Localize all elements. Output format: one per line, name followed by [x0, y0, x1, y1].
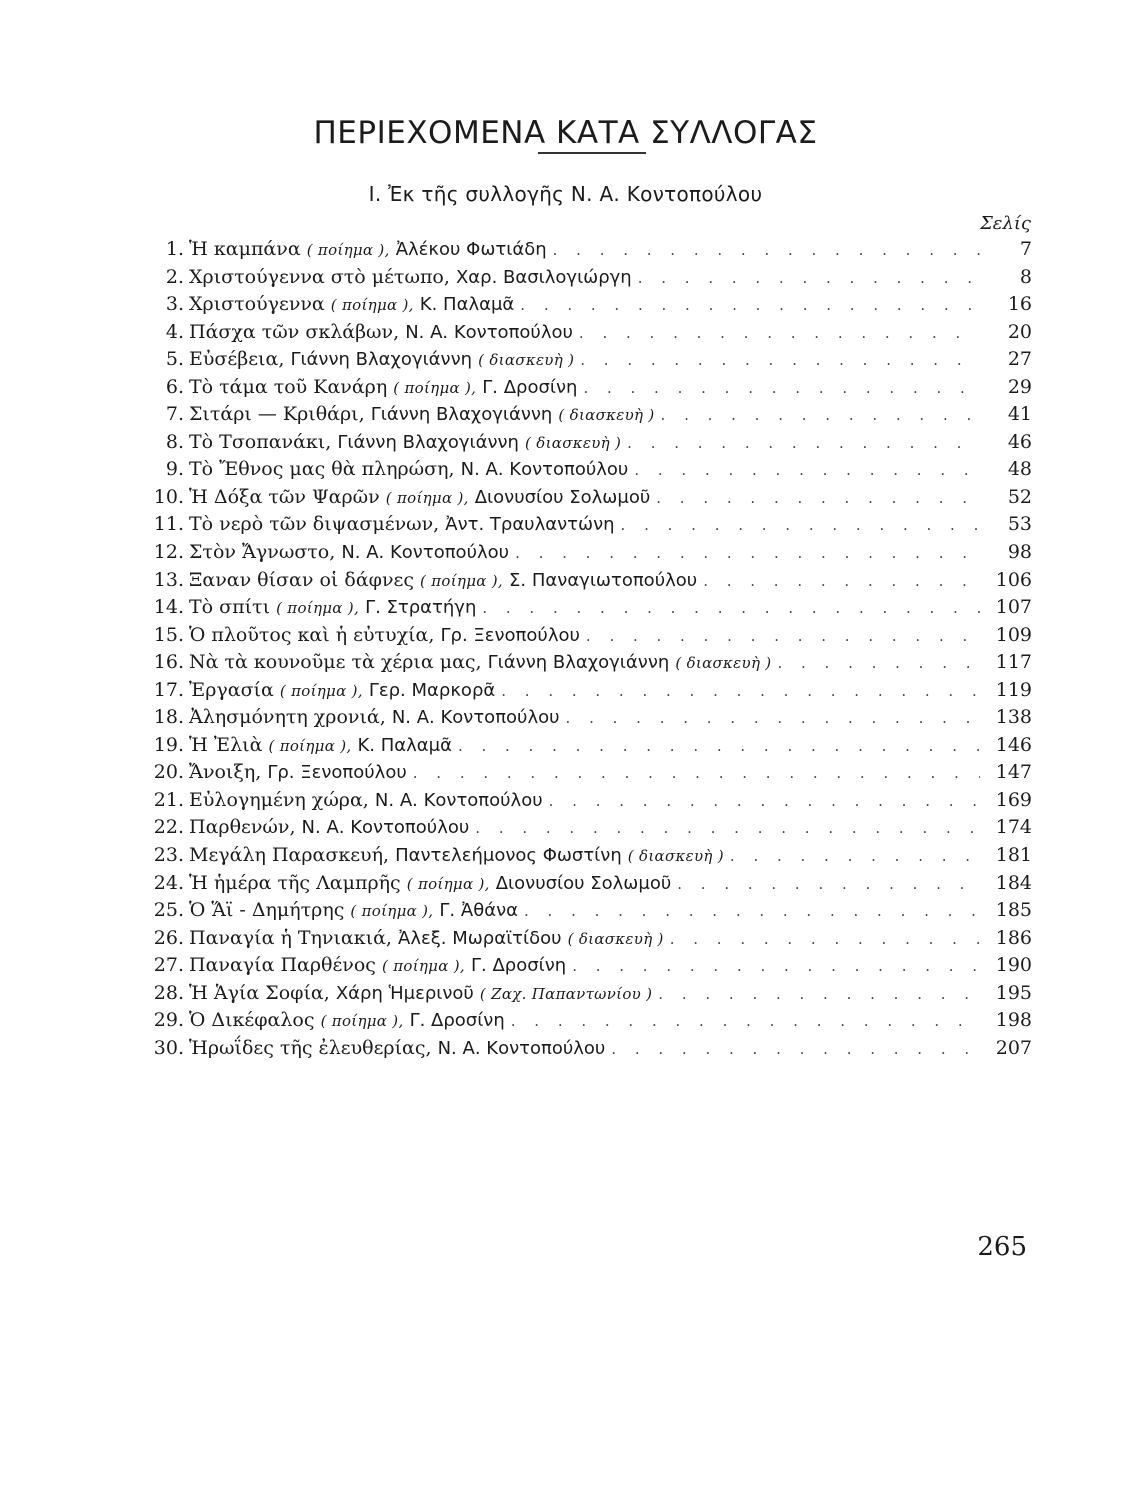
- entry-text: [189, 236, 547, 265]
- toc-entry: [140, 346, 1032, 374]
- entry-page: 207: [995, 1036, 1032, 1059]
- entry-page: 48: [1007, 458, 1032, 481]
- entry-number: 21.: [153, 788, 184, 811]
- leader-dots: [413, 760, 980, 788]
- entry-author: Γερ. Μαρκορᾶ: [368, 679, 496, 701]
- entry-number: 18.: [153, 706, 184, 729]
- entry-page: 147: [995, 761, 1032, 784]
- entry-kind: ( ποίημα ),: [268, 736, 352, 755]
- entry-text: [189, 1007, 505, 1036]
- entry-number: 4.: [165, 320, 184, 343]
- entry-note: ( Ζαχ. Παπαντωνίου ): [479, 984, 653, 1003]
- entry-title: Τὸ Ἔθνος μας θὰ πληρώση,: [189, 458, 455, 481]
- toc-entry: [140, 1007, 1032, 1035]
- leader-dots: [553, 237, 980, 265]
- toc-entry: [140, 787, 1032, 815]
- leader-dots: [572, 953, 980, 981]
- entry-title: Τὸ τάμα τοῦ Κανάρη: [189, 375, 388, 398]
- entry-number: 19.: [153, 733, 184, 756]
- entry-title: Τὸ Τσοπανάκι,: [189, 430, 332, 453]
- entry-author: Γιάννη Βλαχογιάννη: [370, 404, 553, 426]
- entry-page: 181: [995, 844, 1032, 867]
- entry-number: 5.: [165, 348, 184, 371]
- entry-title: Ὁ πλοῦτος καὶ ἡ εὐτυχία,: [189, 623, 435, 646]
- entry-kind: ( ποίημα ),: [279, 681, 363, 700]
- leader-dots: [777, 650, 980, 678]
- page-column-label: Σελίς: [980, 213, 1031, 234]
- entry-author: Ν. Α. Κοντοπούλου: [405, 321, 573, 343]
- toc-entry: [140, 401, 1032, 429]
- entry-page: 27: [1007, 348, 1032, 371]
- leader-dots: [566, 705, 980, 733]
- entry-page: 20: [1007, 320, 1032, 343]
- entry-text: [189, 952, 566, 981]
- entry-kind: ( ποίημα ),: [306, 241, 390, 259]
- entry-page: 174: [995, 816, 1032, 839]
- entry-number: 17.: [153, 678, 184, 701]
- page-number: 265: [977, 1232, 1027, 1262]
- toc-entry: [140, 897, 1032, 925]
- toc-entry: [140, 980, 1032, 1008]
- entry-text: [189, 925, 664, 954]
- entry-page: 195: [995, 981, 1032, 1004]
- entry-note: ( διασκευὴ ): [478, 351, 575, 370]
- entry-page: 107: [995, 596, 1032, 619]
- table-of-contents: [140, 236, 1032, 1062]
- entry-author: Κ. Παλαμᾶ: [357, 734, 452, 756]
- entry-title: Παρθενών,: [189, 816, 296, 839]
- entry-text: [189, 319, 573, 348]
- entry-title: Ἀλησμόνητη χρονιά,: [189, 706, 386, 729]
- toc-entry: [140, 1035, 1032, 1063]
- entry-text: [189, 1035, 605, 1064]
- entry-page: 186: [995, 926, 1032, 949]
- toc-entry: [140, 649, 1032, 677]
- entry-text: [189, 704, 560, 733]
- entry-text: [189, 567, 697, 596]
- entry-number: 13.: [153, 568, 184, 591]
- entry-number: 24.: [153, 871, 184, 894]
- entry-number: 11.: [153, 513, 184, 536]
- entry-title: Ἐργασία: [189, 678, 274, 701]
- leader-dots: [656, 485, 980, 513]
- entry-number: 28.: [153, 981, 184, 1004]
- entry-number: 16.: [153, 651, 184, 674]
- entry-number: 29.: [153, 1009, 184, 1032]
- entry-text: [189, 539, 509, 568]
- entry-text: [189, 842, 724, 871]
- entry-number: 23.: [153, 844, 184, 867]
- entry-author: Διονυσίου Σολωμοῦ: [474, 486, 651, 508]
- entry-title: Ἄνοιξη,: [189, 761, 262, 784]
- entry-text: [189, 291, 514, 320]
- entry-page: 138: [995, 706, 1032, 729]
- entry-text: [189, 677, 495, 706]
- entry-title: Ἡ Ἁγία Σοφία,: [189, 981, 330, 1004]
- section-subtitle: Ι. Ἐκ τῆς συλλογῆς Ν. Α. Κοντοπούλου: [368, 182, 763, 206]
- leader-dots: [482, 595, 980, 623]
- entry-text: [189, 649, 771, 678]
- entry-kind: ( ποίημα ),: [382, 957, 465, 976]
- entry-note: ( διασκευὴ ): [525, 433, 622, 452]
- entry-page: 117: [995, 651, 1032, 674]
- leader-dots: [658, 981, 980, 1009]
- entry-author: Ἀλέκου Φωτιάδη: [395, 239, 547, 260]
- entry-title: Χριστούγεννα: [189, 293, 325, 316]
- entry-author: Ν. Α. Κοντοπούλου: [460, 459, 629, 481]
- entry-author: Παντελεήμονος Φωστίνη: [395, 845, 622, 867]
- entry-author: Ἀλεξ. Μωραϊτίδου: [398, 927, 562, 949]
- entry-text: [189, 264, 632, 293]
- leader-dots: [511, 1008, 980, 1036]
- entry-number: 12.: [153, 541, 184, 564]
- toc-entry: [140, 952, 1032, 980]
- entry-note: ( διασκευὴ ): [567, 929, 664, 948]
- entry-page: 169: [995, 788, 1032, 811]
- entry-author: Διονυσίου Σολωμοῦ: [495, 872, 672, 894]
- leader-dots: [520, 292, 980, 320]
- entry-title: Ἡ ἡμέρα τῆς Λαμπρῆς: [189, 871, 401, 894]
- entry-author: Ν. Α. Κοντοπούλου: [374, 789, 543, 811]
- toc-entry: [140, 374, 1032, 402]
- leader-dots: [583, 375, 980, 403]
- entry-text: [189, 759, 407, 788]
- entry-author: Χαρ. Βασιλογιώργη: [455, 266, 632, 288]
- toc-entry: [140, 236, 1032, 264]
- toc-entry: [140, 677, 1032, 705]
- toc-entry: [140, 870, 1032, 898]
- toc-entry: [140, 704, 1032, 732]
- entry-number: 15.: [153, 623, 184, 646]
- leader-dots: [638, 265, 980, 293]
- entry-author: Χάρη Ἡμερινοῦ: [335, 982, 474, 1004]
- entry-author: Κ. Παλαμᾶ: [419, 294, 515, 316]
- entry-text: [189, 870, 671, 899]
- entry-number: 9.: [165, 458, 184, 481]
- entry-title: Εὐσέβεια,: [189, 348, 285, 371]
- leader-dots: [580, 347, 980, 375]
- leader-dots: [524, 898, 980, 926]
- entry-page: 190: [995, 954, 1032, 977]
- leader-dots: [634, 457, 980, 485]
- toc-entry: [140, 456, 1032, 484]
- toc-entry: [140, 567, 1032, 595]
- leader-dots: [677, 871, 980, 899]
- entry-text: [189, 622, 580, 651]
- entry-text: [189, 814, 469, 843]
- leader-dots: [579, 320, 980, 348]
- entry-number: 26.: [153, 926, 184, 949]
- entry-page: 119: [995, 678, 1032, 701]
- entry-number: 20.: [153, 761, 184, 784]
- entry-author: Ν. Α. Κοντοπούλου: [391, 707, 560, 729]
- entry-title: Τὸ νερὸ τῶν διψασμένων,: [189, 513, 440, 536]
- leader-dots: [611, 1036, 980, 1064]
- entry-kind: ( ποίημα ),: [350, 902, 434, 921]
- entry-title: Ξαναν θίσαν οἱ δάφνες: [189, 568, 414, 591]
- entry-kind: ( ποίημα ),: [406, 874, 490, 893]
- entry-author: Ἀντ. Τραυλαντώνη: [445, 514, 615, 536]
- toc-entry: [140, 759, 1032, 787]
- entry-number: 30.: [153, 1036, 184, 1059]
- entry-page: 7: [1019, 238, 1032, 260]
- entry-title: Παναγία Παρθένος: [189, 954, 376, 977]
- entry-author: Γιάννη Βλαχογιάννη: [337, 431, 519, 453]
- entry-number: 27.: [153, 954, 184, 977]
- entry-note: ( διασκευὴ ): [558, 406, 655, 425]
- leader-dots: [661, 402, 980, 430]
- entry-page: 98: [1007, 541, 1032, 564]
- entry-kind: ( ποίημα ),: [330, 296, 414, 315]
- entry-page: 146: [995, 733, 1032, 756]
- leader-dots: [501, 678, 980, 706]
- entry-title: Ὁ Δικέφαλος: [189, 1009, 315, 1032]
- leader-dots: [458, 733, 980, 761]
- entry-page: 185: [995, 899, 1032, 922]
- leader-dots: [621, 512, 980, 540]
- entry-author: Ν. Α. Κοντοπούλου: [341, 542, 510, 564]
- entry-page: 41: [1007, 403, 1032, 426]
- entry-text: [189, 484, 650, 513]
- entry-number: 3.: [165, 293, 184, 316]
- entry-page: 198: [995, 1009, 1032, 1032]
- toc-entry: [140, 264, 1032, 292]
- entry-page: 16: [1007, 293, 1032, 316]
- entry-number: 1.: [165, 238, 184, 260]
- entry-title: Ὁ Ἅϊ - Δημήτρης: [189, 899, 345, 922]
- entry-title: Εὐλογημένη χώρα,: [189, 788, 369, 811]
- entry-title: Τὸ σπίτι: [189, 596, 271, 619]
- toc-entry: [140, 925, 1032, 953]
- entry-page: 52: [1007, 485, 1032, 508]
- toc-entry: [140, 429, 1032, 457]
- entry-author: Γ. Δροσίνη: [482, 376, 578, 398]
- entry-author: Γρ. Ξενοπούλου: [267, 762, 407, 784]
- toc-entry: [140, 732, 1032, 760]
- leader-dots: [475, 815, 980, 843]
- entry-title: Παναγία ἡ Τηνιακιά,: [189, 926, 392, 949]
- leader-dots: [515, 540, 980, 568]
- entry-number: 2.: [165, 265, 184, 288]
- entry-number: 14.: [153, 596, 184, 619]
- entry-title: Μεγάλη Παρασκευή,: [189, 844, 390, 867]
- entry-title: Στὸν Ἄγνωστο,: [189, 541, 336, 564]
- entry-title: Ἡ καμπάνα: [189, 238, 301, 260]
- toc-entry: [140, 319, 1032, 347]
- entry-title: Σιτάρι — Κριθάρι,: [189, 403, 365, 426]
- entry-author: Γ. Στρατήγη: [365, 597, 477, 619]
- entry-page: 46: [1007, 430, 1032, 453]
- leader-dots: [703, 568, 980, 596]
- entry-text: [189, 732, 452, 761]
- toc-entry: [140, 814, 1032, 842]
- entry-page: 53: [1007, 513, 1032, 536]
- entry-note: ( διασκευὴ ): [627, 847, 724, 866]
- toc-entry: [140, 842, 1032, 870]
- entry-page: 184: [995, 871, 1032, 894]
- entry-page: 29: [1007, 375, 1032, 398]
- toc-entry: [140, 594, 1032, 622]
- entry-number: 25.: [153, 899, 184, 922]
- entry-text: [189, 511, 615, 540]
- entry-kind: ( ποίημα ),: [393, 378, 477, 397]
- entry-number: 7.: [165, 403, 184, 426]
- entry-kind: ( ποίημα ),: [385, 488, 469, 507]
- entry-title: Πάσχα τῶν σκλάβων,: [189, 320, 400, 343]
- entry-author: Γ. Ἀθάνα: [439, 900, 518, 922]
- page-title: ΠΕΡΙΕΧΟΜΕΝΑ ΚΑΤΑ ΣΥΛΛΟΓΑΣ: [313, 114, 818, 151]
- toc-entry: [140, 291, 1032, 319]
- entry-page: 8: [1019, 265, 1032, 288]
- leader-dots: [586, 623, 980, 651]
- entry-text: [189, 594, 476, 623]
- toc-entry: [140, 539, 1032, 567]
- entry-author: Γιάννη Βλαχογιάννη: [290, 349, 473, 371]
- entry-author: Ν. Α. Κοντοπούλου: [301, 817, 470, 839]
- entry-author: Γιάννη Βλαχογιάννη: [487, 652, 670, 674]
- entry-number: 8.: [165, 430, 184, 453]
- toc-entry: [140, 622, 1032, 650]
- leader-dots: [670, 926, 980, 954]
- entry-text: [189, 787, 543, 816]
- entry-title: Χριστούγεννα στὸ μέτωπο,: [189, 265, 450, 288]
- entry-author: Γρ. Ξενοπούλου: [440, 624, 580, 646]
- entry-page: 109: [995, 623, 1032, 646]
- entry-text: [189, 456, 628, 485]
- entry-title: Ἡ Δόξα τῶν Ψαρῶν: [189, 485, 380, 508]
- toc-entry: [140, 511, 1032, 539]
- entry-text: [189, 897, 518, 926]
- leader-dots: [549, 788, 980, 816]
- entry-kind: ( ποίημα ),: [420, 571, 503, 590]
- entry-author: Γ. Δροσίνη: [471, 955, 567, 977]
- leader-dots: [730, 843, 980, 871]
- entry-page: 106: [995, 568, 1032, 591]
- entry-title: Ἡρωΐδες τῆς ἐλευθερίας,: [189, 1036, 432, 1059]
- leader-dots: [627, 430, 980, 458]
- entry-text: [189, 980, 652, 1009]
- entry-title: Ἡ Ἐλιὰ: [189, 733, 263, 756]
- entry-author: Σ. Παναγιωτοπούλου: [509, 569, 698, 591]
- title-divider: [538, 152, 646, 154]
- entry-text: [189, 429, 621, 458]
- entry-number: 6.: [165, 375, 184, 398]
- toc-entry: [140, 484, 1032, 512]
- entry-text: [189, 401, 655, 430]
- entry-number: 22.: [153, 816, 184, 839]
- entry-author: Γ. Δροσίνη: [409, 1010, 505, 1032]
- entry-text: [189, 374, 577, 403]
- entry-number: 10.: [153, 485, 184, 508]
- entry-note: ( διασκευὴ ): [675, 654, 772, 673]
- entry-title: Νὰ τὰ κουνοῦμε τὰ χέρια μας,: [189, 651, 482, 674]
- entry-kind: ( ποίημα ),: [276, 599, 360, 618]
- entry-text: [189, 346, 574, 375]
- entry-author: Ν. Α. Κοντοπούλου: [437, 1037, 606, 1059]
- entry-kind: ( ποίημα ),: [320, 1012, 404, 1031]
